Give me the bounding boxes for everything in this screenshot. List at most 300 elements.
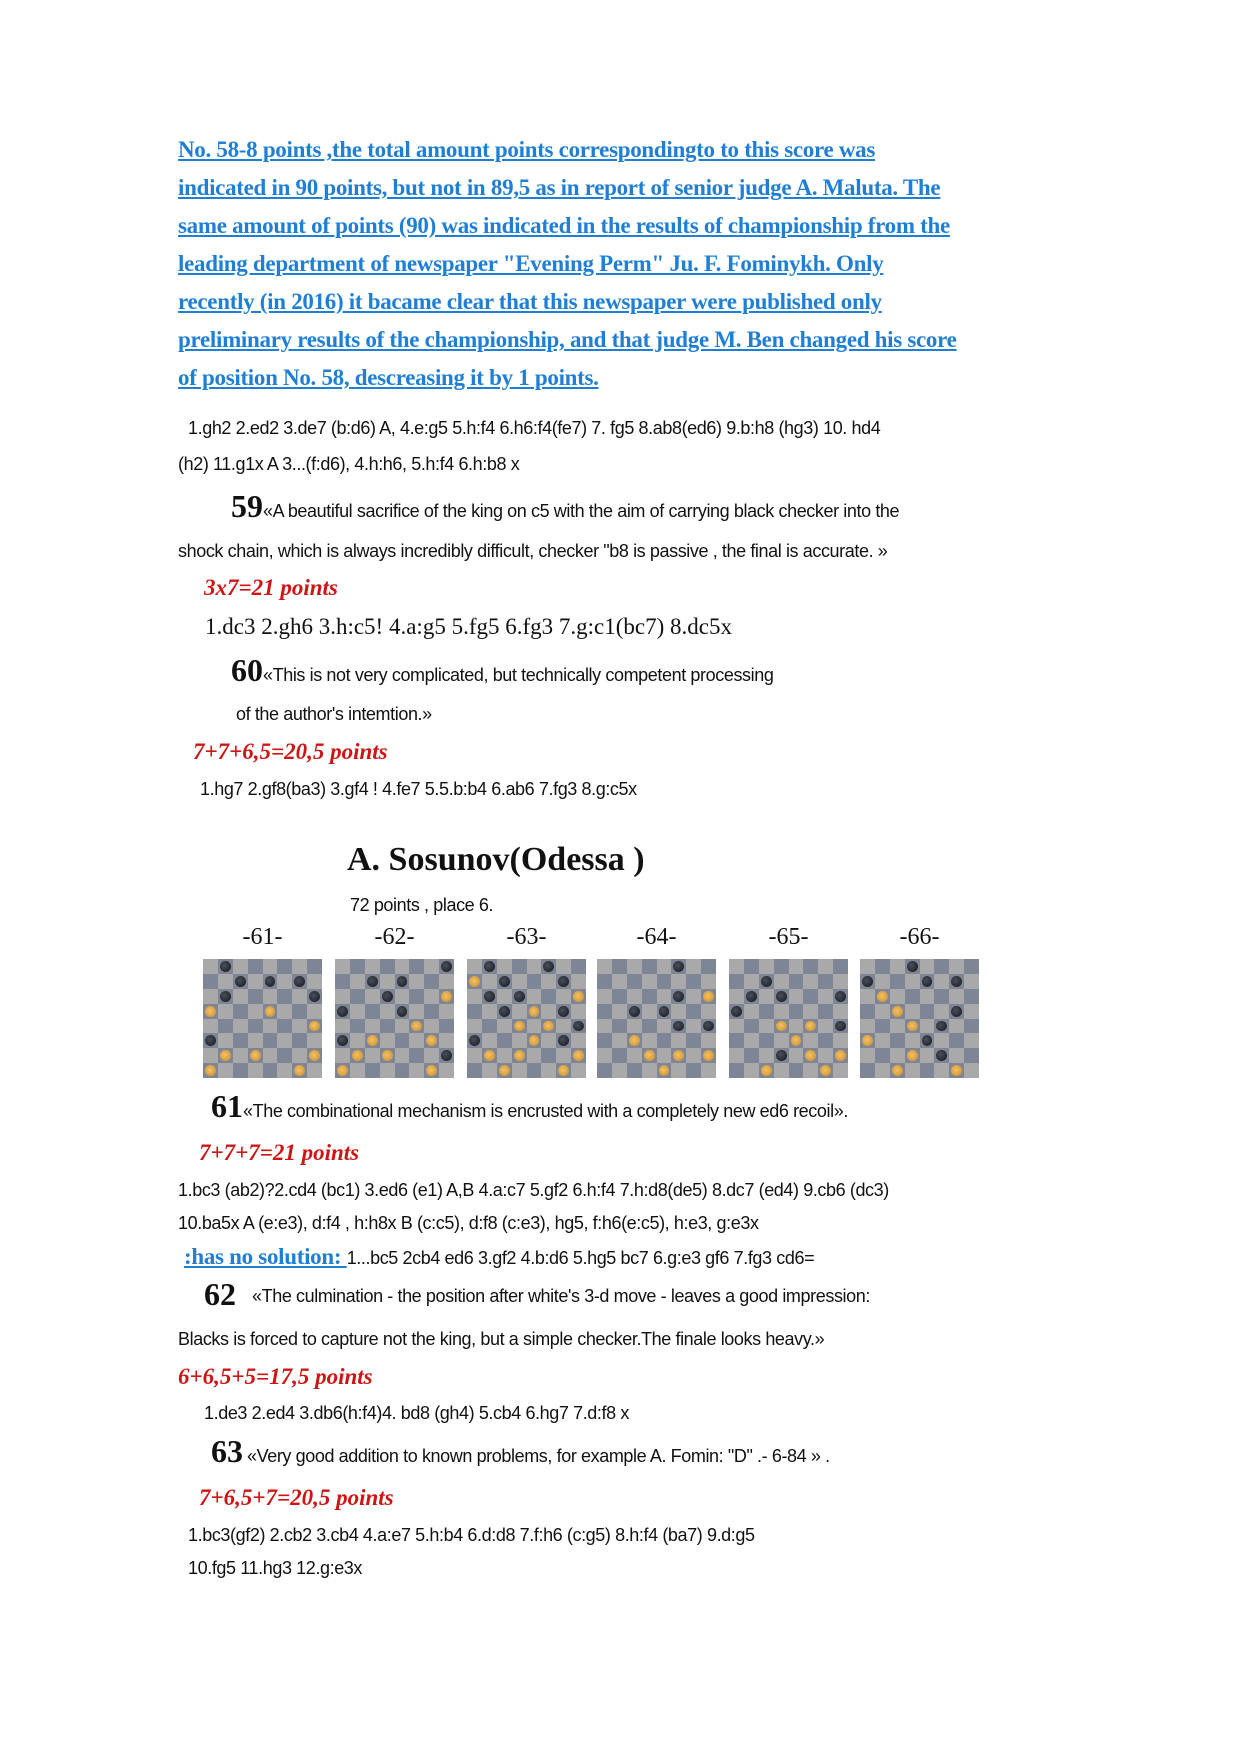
board-square (686, 1004, 701, 1019)
note58-line[interactable]: leading department of newspaper "Evening Perm" Ju. F. Fominykh. Only (178, 251, 884, 276)
board-square (263, 1004, 278, 1019)
board-square (686, 1033, 701, 1048)
white-checker (703, 991, 714, 1002)
note58-line[interactable]: No. 58-8 points ,the total amount points correspondingto to this score was (178, 137, 876, 162)
board-square (627, 1063, 642, 1078)
board-square (439, 974, 454, 989)
board-square (203, 1063, 218, 1078)
problem-59-comment (231, 488, 900, 527)
moves-60: 1.hg7 2.gf8(ba3) 3.gf4 ! 4.fe7 5.5.b:b4 6.ab6 7.fg3 8.g:c5x (200, 779, 637, 799)
black-checker (205, 1035, 216, 1046)
board-square (833, 1048, 848, 1063)
board-square (233, 1033, 248, 1048)
board-square (860, 1063, 875, 1078)
board-square (701, 1004, 716, 1019)
board-square (671, 974, 686, 989)
board-square (789, 1019, 804, 1034)
board-square (744, 959, 759, 974)
board-square (424, 1048, 439, 1063)
comment-text: «The combinational mechanism is encrusted with a completely new ed6 recoil». (243, 1101, 848, 1121)
board-square (803, 1033, 818, 1048)
white-checker (907, 1050, 918, 1061)
board-square (597, 1063, 612, 1078)
board-square (701, 974, 716, 989)
black-checker (558, 1035, 569, 1046)
board-square (467, 1063, 482, 1078)
board-square (365, 1019, 380, 1034)
score: 7+6,5+7=20,5 points (199, 1485, 394, 1510)
board-square (920, 1048, 935, 1063)
black-checker (907, 961, 918, 972)
board-square (497, 1004, 512, 1019)
board-square (439, 1004, 454, 1019)
board-square (263, 1048, 278, 1063)
board-square (803, 1048, 818, 1063)
board-square (671, 1033, 686, 1048)
board-square (395, 1004, 410, 1019)
board-square (789, 1004, 804, 1019)
moves-58: (h2) 11.g1x A 3...(f:d6), 4.h:h6, 5.h:f4 6.h:b8 x (178, 454, 520, 474)
board-square (744, 989, 759, 1004)
board-square (571, 1004, 586, 1019)
white-checker (659, 1065, 670, 1076)
board-square (642, 1004, 657, 1019)
white-checker (907, 1021, 918, 1032)
problem-60-comment (231, 652, 774, 691)
note58-line[interactable]: same amount of points (90) was indicated in the results of championship from the (178, 213, 950, 238)
board-square (860, 959, 875, 974)
board-square (905, 989, 920, 1004)
board-square (307, 974, 322, 989)
board-square (657, 989, 672, 1004)
checkers-diagram (597, 959, 716, 1078)
board-square (497, 989, 512, 1004)
note58-line[interactable]: recently (in 2016) it bacame clear that this newspaper were published only (178, 289, 882, 314)
board-square (774, 1033, 789, 1048)
board-square (482, 959, 497, 974)
black-checker (936, 1050, 947, 1061)
white-checker (629, 1035, 640, 1046)
board-square (292, 989, 307, 1004)
board-square (292, 974, 307, 989)
board-square (439, 1019, 454, 1034)
board-square (729, 1019, 744, 1034)
black-checker (397, 1006, 408, 1017)
board-square (409, 1019, 424, 1034)
board-square (248, 1033, 263, 1048)
board-square (905, 1019, 920, 1034)
board-square (541, 1048, 556, 1063)
board-square (671, 1004, 686, 1019)
board-square (789, 959, 804, 974)
black-checker (776, 1050, 787, 1061)
board-square (612, 1019, 627, 1034)
board-square (612, 959, 627, 974)
note58-line[interactable]: preliminary results of the championship, and that judge M. Ben changed his score (178, 327, 957, 352)
board-square (263, 989, 278, 1004)
moves-63: 1.bc3(gf2) 2.cb2 3.cb4 4.a:e7 5.h:b4 6.d:d8 7.f:h6 (c:g5) 8.h:f4 (ba7) 9.d:g5 (188, 1525, 755, 1545)
board-square (292, 1019, 307, 1034)
board-square (934, 1048, 949, 1063)
board-square (248, 959, 263, 974)
white-checker (951, 1065, 962, 1076)
board-square (571, 1019, 586, 1034)
board-square (789, 974, 804, 989)
board-square (424, 959, 439, 974)
board-square (759, 1063, 774, 1078)
board-square (277, 974, 292, 989)
board-square (439, 959, 454, 974)
board-square (729, 1063, 744, 1078)
board-square (597, 1033, 612, 1048)
board-square (365, 1004, 380, 1019)
board-square (657, 974, 672, 989)
board-square (497, 959, 512, 974)
board-square (541, 959, 556, 974)
white-checker (644, 1050, 655, 1061)
board-square (890, 989, 905, 1004)
black-checker (558, 1006, 569, 1017)
board-square (571, 1033, 586, 1048)
board-square (686, 1063, 701, 1078)
board-square (248, 1004, 263, 1019)
board-square (789, 1033, 804, 1048)
board-square (686, 1048, 701, 1063)
board-square (949, 1019, 964, 1034)
comment-text: shock chain, which is always incredibly difficult, checker "b8 is passive , the final is accurate. » (178, 541, 888, 561)
board-square (380, 959, 395, 974)
black-checker (922, 1035, 933, 1046)
black-checker (936, 1021, 947, 1032)
board-square (556, 989, 571, 1004)
diagram-label: -61- (242, 924, 283, 950)
white-checker (367, 1035, 378, 1046)
board-square (657, 1063, 672, 1078)
board-square (497, 1019, 512, 1034)
board-square (350, 1048, 365, 1063)
board-square (627, 974, 642, 989)
white-checker (573, 1050, 584, 1061)
board-square (277, 1033, 292, 1048)
board-square (833, 1033, 848, 1048)
white-checker (776, 1021, 787, 1032)
board-square (380, 1033, 395, 1048)
board-square (875, 1004, 890, 1019)
white-checker (805, 1050, 816, 1061)
board-square (409, 989, 424, 1004)
board-square (335, 1004, 350, 1019)
board-square (380, 989, 395, 1004)
board-square (277, 1048, 292, 1063)
board-square (949, 1048, 964, 1063)
board-square (482, 974, 497, 989)
board-square (218, 1004, 233, 1019)
black-checker (629, 1006, 640, 1017)
white-checker (573, 991, 584, 1002)
board-square (203, 959, 218, 974)
white-checker (703, 1050, 714, 1061)
black-checker (309, 991, 320, 1002)
board-square (597, 959, 612, 974)
problem-number: 63 (211, 1433, 243, 1469)
board-square (833, 1063, 848, 1078)
board-square (642, 974, 657, 989)
board-square (920, 974, 935, 989)
board-square (527, 1019, 542, 1034)
board-square (905, 1004, 920, 1019)
board-square (571, 1048, 586, 1063)
board-square (759, 959, 774, 974)
board-square (467, 1004, 482, 1019)
board-square (964, 974, 979, 989)
board-square (233, 974, 248, 989)
board-square (803, 1019, 818, 1034)
board-square (875, 974, 890, 989)
board-square (263, 959, 278, 974)
board-square (905, 1033, 920, 1048)
board-square (875, 1019, 890, 1034)
black-checker (951, 1006, 962, 1017)
board-square (860, 1048, 875, 1063)
board-square (512, 959, 527, 974)
board-square (803, 959, 818, 974)
board-square (512, 1033, 527, 1048)
board-square (439, 989, 454, 1004)
board-square (818, 1048, 833, 1063)
score: 6+6,5+5=17,5 points (178, 1364, 373, 1389)
board-square (860, 1019, 875, 1034)
board-square (597, 989, 612, 1004)
board-square (744, 1063, 759, 1078)
white-checker (558, 1065, 569, 1076)
board-square (744, 1048, 759, 1063)
board-square (627, 1004, 642, 1019)
board-square (541, 1004, 556, 1019)
board-square (541, 1019, 556, 1034)
board-square (701, 1033, 716, 1048)
moves-59: 1.dc3 2.gh6 3.h:c5! 4.a:g5 5.fg5 6.fg3 7.g:c1(bc7) 8.dc5x (205, 614, 732, 639)
board-square (527, 959, 542, 974)
board-square (789, 989, 804, 1004)
board-square (218, 974, 233, 989)
black-checker (558, 976, 569, 987)
board-square (860, 1033, 875, 1048)
diagram-label: -66- (899, 924, 940, 950)
board-square (964, 1004, 979, 1019)
board-square (527, 1048, 542, 1063)
black-checker (469, 1035, 480, 1046)
board-square (203, 1004, 218, 1019)
black-checker (862, 976, 873, 987)
board-square (233, 1063, 248, 1078)
board-square (759, 1048, 774, 1063)
board-square (627, 989, 642, 1004)
note58-line[interactable]: of position No. 58, descreasing it by 1 points. (178, 365, 599, 390)
score: 3x7=21 points (204, 575, 338, 600)
board-square (612, 1063, 627, 1078)
board-square (467, 959, 482, 974)
board-square (818, 1063, 833, 1078)
white-checker (426, 1065, 437, 1076)
black-checker (659, 1006, 670, 1017)
board-square (729, 959, 744, 974)
board-square (203, 1033, 218, 1048)
board-square (556, 1048, 571, 1063)
board-square (905, 959, 920, 974)
board-square (512, 1063, 527, 1078)
board-square (774, 989, 789, 1004)
board-square (541, 1063, 556, 1078)
board-square (424, 989, 439, 1004)
board-square (890, 1048, 905, 1063)
board-square (307, 959, 322, 974)
board-square (744, 1033, 759, 1048)
board-square (277, 1019, 292, 1034)
white-checker (877, 991, 888, 1002)
board-square (424, 1033, 439, 1048)
board-square (365, 974, 380, 989)
board-square (890, 1033, 905, 1048)
board-square (467, 1033, 482, 1048)
board-square (248, 1063, 263, 1078)
white-checker (426, 1035, 437, 1046)
note58-line[interactable]: indicated in 90 points, but not in 89,5 as in report of senior judge A. Maluta. The (178, 175, 941, 200)
score: 7+7+7=21 points (199, 1140, 360, 1165)
board-square (934, 1063, 949, 1078)
board-square (729, 989, 744, 1004)
white-checker (514, 1021, 525, 1032)
board-square (627, 1019, 642, 1034)
board-square (527, 974, 542, 989)
board-square (744, 974, 759, 989)
board-square (263, 1019, 278, 1034)
board-square (335, 1048, 350, 1063)
board-square (789, 1048, 804, 1063)
board-square (292, 1033, 307, 1048)
board-square (395, 974, 410, 989)
board-square (409, 974, 424, 989)
board-square (949, 989, 964, 1004)
board-square (307, 1004, 322, 1019)
board-square (612, 1033, 627, 1048)
board-square (263, 1063, 278, 1078)
board-square (335, 989, 350, 1004)
checkers-diagram (860, 959, 979, 1078)
board-square (203, 1048, 218, 1063)
no-solution-link[interactable]: :has no solution: (184, 1244, 347, 1269)
checkers-diagram (335, 959, 454, 1078)
board-square (803, 1063, 818, 1078)
board-square (803, 974, 818, 989)
board-square (627, 1048, 642, 1063)
diagram-label: -63- (506, 924, 547, 950)
no-solution-moves: 1...bc5 2cb4 ed6 3.gf2 4.b:d6 5.hg5 bc7 6.g:e3 gf6 7.fg3 cd6= (346, 1248, 815, 1268)
board-square (657, 1033, 672, 1048)
board-square (597, 1019, 612, 1034)
board-square (335, 1063, 350, 1078)
board-square (774, 1004, 789, 1019)
comment-text: «Very good addition to known problems, for example A. Fomin: "D" .- 6-84 » . (247, 1446, 830, 1466)
board-square (556, 1004, 571, 1019)
diagram-label: -64- (636, 924, 677, 950)
board-square (556, 974, 571, 989)
board-square (203, 974, 218, 989)
board-square (934, 1019, 949, 1034)
board-square (307, 1048, 322, 1063)
board-square (497, 1048, 512, 1063)
moves-63: 10.fg5 11.hg3 12.g:e3x (188, 1558, 363, 1578)
board-square (803, 1004, 818, 1019)
board-square (729, 1033, 744, 1048)
black-checker (499, 1006, 510, 1017)
white-checker (352, 1050, 363, 1061)
board-square (380, 1019, 395, 1034)
black-checker (382, 991, 393, 1002)
black-checker (220, 961, 231, 972)
black-checker (673, 991, 684, 1002)
board-square (512, 1048, 527, 1063)
black-checker (573, 1021, 584, 1032)
board-square (729, 974, 744, 989)
board-square (439, 1063, 454, 1078)
board-square (612, 1004, 627, 1019)
board-square (439, 1048, 454, 1063)
board-square (335, 1033, 350, 1048)
board-square (307, 1063, 322, 1078)
board-square (512, 974, 527, 989)
board-square (527, 989, 542, 1004)
board-square (759, 989, 774, 1004)
board-square (527, 1033, 542, 1048)
board-square (482, 1048, 497, 1063)
board-square (934, 959, 949, 974)
moves-58: 1.gh2 2.ed2 3.de7 (b:d6) A, 4.e:g5 5.h:f4 6.h6:f4(fe7) 7. fg5 8.ab8(ed6) 9.b:h8 (hg3) 10. hd4 (188, 418, 881, 438)
board-square (612, 989, 627, 1004)
problem-number: 61 (211, 1088, 243, 1124)
board-square (612, 1048, 627, 1063)
board-square (292, 1048, 307, 1063)
board-square (350, 1019, 365, 1034)
board-square (949, 974, 964, 989)
board-square (541, 974, 556, 989)
board-square (218, 959, 233, 974)
board-square (233, 1019, 248, 1034)
black-checker (499, 976, 510, 987)
board-square (774, 1019, 789, 1034)
black-checker (484, 961, 495, 972)
board-square (803, 989, 818, 1004)
board-square (527, 1063, 542, 1078)
board-square (203, 989, 218, 1004)
board-square (248, 1019, 263, 1034)
board-square (934, 1033, 949, 1048)
board-square (380, 1004, 395, 1019)
white-checker (805, 1021, 816, 1032)
white-checker (205, 1065, 216, 1076)
white-checker (411, 1021, 422, 1032)
board-square (380, 1048, 395, 1063)
black-checker (746, 991, 757, 1002)
board-square (671, 1019, 686, 1034)
black-checker (441, 1050, 452, 1061)
board-square (920, 1019, 935, 1034)
board-square (920, 989, 935, 1004)
board-square (818, 989, 833, 1004)
problem-number: 62 (204, 1276, 236, 1312)
white-checker (543, 1021, 554, 1032)
board-square (365, 989, 380, 1004)
board-square (744, 1004, 759, 1019)
